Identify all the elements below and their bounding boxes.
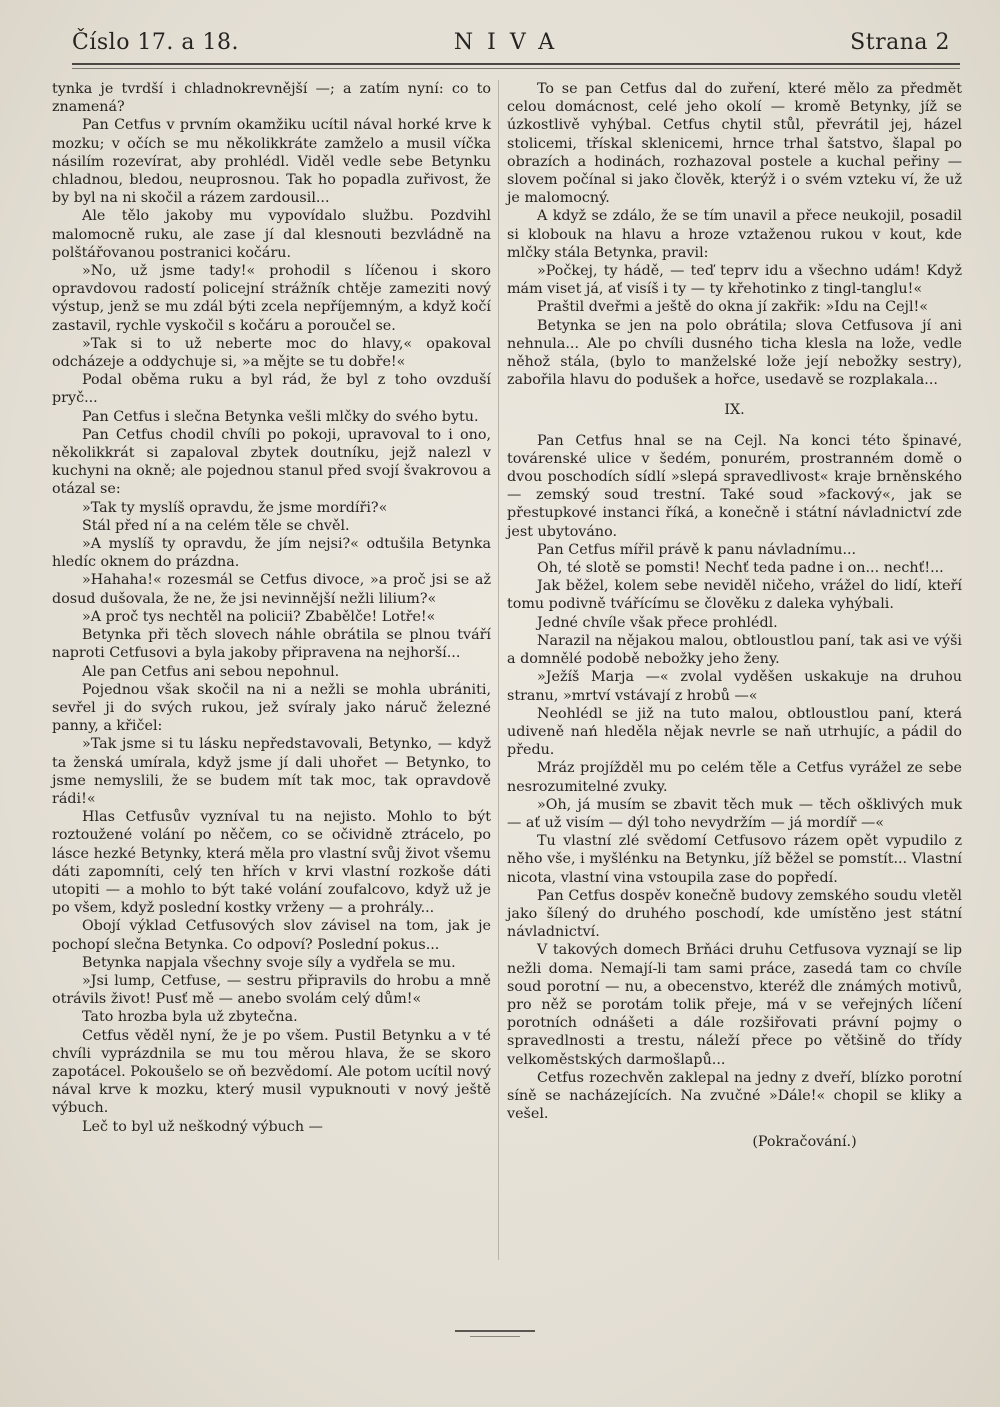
paragraph: »Jsi lump, Cetfuse, — sestru připravils do hrobu a mně otrávils život! Pusť mě — anebo svolám celý dům!« bbox=[52, 972, 491, 1008]
paragraph: Podal oběma ruku a byl rád, že byl z toho ovzduší pryč... bbox=[52, 372, 491, 407]
paragraph: Pojednou však skočil na ni a nežli se mohla ubrániti, sevřel ji do svých rukou, jež svíraly jako náruč železné panny, a křičel: bbox=[52, 681, 491, 735]
paragraph: »Tak ty myslíš opravdu, že jsme mordíři?« bbox=[82, 499, 388, 516]
paragraph: Pan Cetfus v prvním okamžiku ucítil nával horké krve k mozku; v očích se mu několikkráte zamželo a musil víčka násilím rozevírat, aby prohlédl. Viděl vedle sebe Betynku chladnou, bledou, neuprosnou. Tak ho popadla zuřivost, že by byl na ni skočil a rázem zardousil... bbox=[52, 117, 491, 207]
footer-ornament-rule-thin bbox=[470, 1336, 520, 1337]
magazine-title: NIVA bbox=[453, 30, 569, 55]
paragraph: Narazil na nějakou malou, obtloustlou paní, tak asi ve výši a domnělé podobě nebožky jeho ženy. bbox=[507, 632, 962, 668]
page-number: Strana 2 bbox=[850, 30, 950, 55]
footer-ornament-rule bbox=[455, 1330, 535, 1332]
paragraph: Leč to byl už neškodný výbuch — bbox=[82, 1118, 323, 1135]
paragraph: »Tak si to už neberte moc do hlavy,« opakoval odcházeje a oddychuje si, »a mějte se tu dobře!« bbox=[52, 335, 491, 371]
chapter-heading: IX. bbox=[724, 402, 745, 419]
issue-number: Číslo 17. a 18. bbox=[72, 30, 240, 55]
paragraph: Praštil dveřmi a ještě do okna jí zakřik: »Idu na Cejl!« bbox=[537, 299, 929, 316]
paragraph: »Oh, já musím se zbavit těch muk — těch ošklivých muk — ať už visím — dýl toho nevydržím — já mordíř —« bbox=[507, 796, 962, 831]
header-rule bbox=[72, 63, 960, 65]
paragraph: »Tak jsme si tu lásku nepředstavovali, Betynko, — když ta ženská umírala, když jsme jí dali uhořet — Betynko, to jsme nemyslili, že se budem mít tak moc, tak opravdově rádi!« bbox=[52, 736, 491, 807]
paragraph: Betynka se jen na polo obrátila; slova Cetfusova jí ani nehnula... Ale po chvíli dusného ticha klesla na lože, vedle něhož stála, (bylo to manželské lože její nebožky sestry), zabořila hlavu do podušek a hořce, usedavě se rozplakala... bbox=[507, 317, 962, 389]
paragraph: »No, už jsme tady!« prohodil s líčenou i skoro opravdovou radostí policejní strážník chtěje zameziti nový výstup, jenž se mu zdál býti zcela nepříjemným, a když kočí zastavil, rychle vyskočil s kočáru a poroučel se. bbox=[52, 263, 491, 334]
paragraph: »Počkej, ty hádě, — teď teprv idu a všechno udám! Když mám viset já, ať visíš i ty — ty křehotinko z tingl-tanglu!« bbox=[507, 263, 962, 298]
paragraph: Pan Cetfus dospěv konečně budovy zemského soudu vletěl jako šílený do druhého poschodí, kde umístěno jest státní návladnictví. bbox=[507, 887, 962, 941]
paragraph: »Hahaha!« rozesmál se Cetfus divoce, »a proč jsi se až dosud dušovala, že ne, že jsi nevinnější nežli lilium?« bbox=[52, 572, 491, 607]
header-rule-thin bbox=[72, 68, 960, 69]
paragraph: V takových domech Brňáci druhu Cetfusova vyznají se lip nežli doma. Nemají-li tam sami práce, zasedá tam co chvíle soud porotní — nu, a obecenstvo, kteréž dle známých motivů, pro něž se porotám tolik přeje, má v se veřejných líčení porotních odnášeti a dále rozšiřovati právní pojmy o spravedlnosti a trestu, náleží přece po většině do třídy velkoměstských darmošlapů... bbox=[507, 942, 962, 1068]
paragraph: Betynka napjala všechny svoje síly a vydřela se mu. bbox=[82, 954, 456, 971]
paragraph: Jedné chvíle však přece prohlédl. bbox=[537, 614, 778, 631]
paragraph: »A myslíš ty opravdu, že jím nejsi?« odtušila Betynka hledíc oknem do prázdna. bbox=[52, 536, 491, 571]
paragraph: Jak běžel, kolem sebe neviděl ničeho, vrážel do lidí, kteří tomu podivně tvářícímu se člověku z daleka vyhýbali. bbox=[507, 578, 962, 613]
continuation-note: (Pokračování.) bbox=[752, 1134, 857, 1151]
paragraph: Ale tělo jakoby mu vypovídalo službu. Pozdvihl malomocně ruku, ale zase jí dal klesnouti bezvládně na polštářovanou postranici kočáru. bbox=[52, 208, 491, 261]
paragraph: Stál před ní a na celém těle se chvěl. bbox=[82, 517, 350, 534]
paragraph: Hlas Cetfusův vyzníval tu na nejisto. Mohlo to být roztoužené volání po něčem, co se očividně ztrácelo, po lásce hezké Betynky, která měla pro vlastní svůj život všemu dáti zapomníti, celý ten hřích v krvi vlastní rozkoše dáti utopiti — a mohlo to být také volání zoufalcovo, když už je po všem, když poslední kostky vrženy — a prohrály... bbox=[52, 809, 491, 917]
paragraph: Cetfus rozechvěn zaklepal na jedny z dveří, blízko porotní síně se nacházejících. Na zvučné »Dále!« chopil se kliky a vešel. bbox=[507, 1069, 962, 1123]
column-divider bbox=[498, 80, 499, 1260]
paragraph: Pan Cetfus mířil právě k panu návladnímu... bbox=[537, 541, 857, 558]
paragraph: Obojí výklad Cetfusových slov závisel na tom, jak je pochopí slečna Betynka. Co odpoví? Poslední pokus... bbox=[52, 918, 491, 953]
paragraph: A když se zdálo, že se tím unavil a přece neukojil, posadil si klobouk na hlavu a hroze vztaženou rukou v kout, kde mlčky stála Betynka, pravil: bbox=[507, 208, 962, 261]
paragraph: Oh, té slotě se pomsti! Nechť teda padne i on... nechť!... bbox=[537, 560, 944, 577]
paragraph: Tu vlastní zlé svědomí Cetfusovo rázem opět vypudilo z něho vše, i myšlénku na Betynku, jíž běžel se pomstít... Vlastní nicota, vlastní vina vstoupila zase do popředí. bbox=[507, 833, 962, 886]
paragraph: »Ježíš Marja —« zvolal vyděšen uskakuje na druhou stranu, »mrtví vstávají z hrobů —« bbox=[507, 669, 962, 704]
paragraph: Mráz projížděl mu po celém těle a Cetfus vyrážel ze sebe nesrozumitelné zvuky. bbox=[507, 760, 962, 795]
paragraph: Pan Cetfus hnal se na Cejl. Na konci této špinavé, továrenské ulice v šedém, ponurém, prostranném domě o dvou poschodích sídlí »slepá spravedlivost« kraje brněnského — zemský soud trestní. Také soud »fackový«, jak se přestupkové instanci říká, a konečně i státní návladnictví zde jest ubytováno. bbox=[507, 432, 962, 540]
paragraph: Tato hrozba byla už zbytečna. bbox=[82, 1009, 298, 1026]
paragraph: Betynka při těch slovech náhle obrátila se plnou tváří naproti Cetfusovi a byla jakoby připravena na nejhorší... bbox=[52, 627, 491, 662]
paragraph: Ale pan Cetfus ani sebou nepohnul. bbox=[82, 663, 340, 680]
right-column bbox=[507, 80, 962, 1152]
page-header bbox=[72, 30, 950, 60]
left-column bbox=[52, 80, 491, 1136]
paragraph: Pan Cetfus chodil chvíli po pokoji, upravoval to i ono, několikkrát si zapaloval zbytek doutníku, jejž nalezl v kuchyni na okně; ale pojednou stanul před svojí švakrovou a otázal se: bbox=[52, 426, 491, 498]
paragraph: »A proč tys nechtěl na policii? Zbabělče! Lotře!« bbox=[82, 608, 436, 625]
paragraph: tynka je tvrdší i chladnokrevnější —; a zatím nyní: co to znamená? bbox=[52, 81, 491, 116]
paragraph: Cetfus věděl nyní, že je po všem. Pustil Betynku a v té chvíli vyprázdnila se mu tou měrou hlava, že se skoro zapotácel. Pokoušelo se oň bezvědomí. Ale potom ucítil nový nával krve k mozku, který musil vypuknouti v nový ještě výbuch. bbox=[52, 1027, 491, 1117]
paragraph: Neohlédl se již na tuto malou, obtloustlou paní, která udiveně nań hleděla nějak nevrle se naň utrhujíc, a pádil do předu. bbox=[507, 705, 962, 759]
paragraph: Pan Cetfus i slečna Betynka vešli mlčky do svého bytu. bbox=[82, 408, 479, 425]
paragraph: To se pan Cetfus dal do zuření, které mělo za předmět celou domácnost, celé jeho okolí — kromě Betynky, jíž se úzkostlivě vyhýbal. Cetfus chytil stůl, převrátil jej, házel stolicemi, třískal sklenicemi, hrnce trhal šatstvo, šlapal po obrazích a hodinách, rozhazoval postele a kuchal peřiny — slovem počínal si jako člověk, kterýž i o svém vzteku ví, že už je malomocný. bbox=[507, 81, 962, 207]
